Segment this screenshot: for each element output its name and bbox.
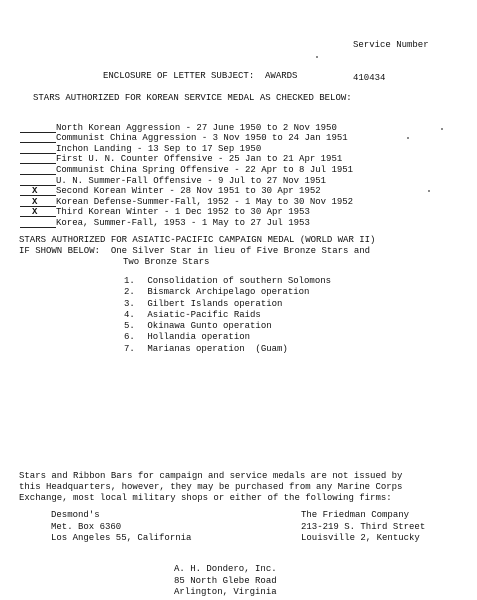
campaign-text: Third Korean Winter - 1 Dec 1952 to 30 Apr 1953 — [56, 207, 310, 218]
address-line: Los Angeles 55, California — [51, 533, 192, 543]
service-number-value: 410434 — [353, 73, 386, 83]
list-item: 4. Asiatic-Pacific Raids — [124, 309, 261, 320]
footer-note-line1: Stars and Ribbon Bars for campaign and service medals are not issued by — [19, 471, 403, 481]
checkbox-blank — [20, 155, 56, 166]
check-x-mark: X — [32, 207, 38, 218]
campaign-text: Second Korean Winter - 28 Nov 1951 to 30 Apr 1952 — [56, 186, 321, 197]
campaign-row — [20, 144, 470, 155]
list-item: 7. Marianas operation (Guam) — [124, 343, 288, 354]
address-line: 213-219 S. Third Street — [301, 521, 426, 532]
campaign-row — [20, 208, 470, 219]
asiatic-pacific-operation-list — [124, 276, 331, 355]
campaign-row — [20, 123, 470, 134]
checkbox-blank — [20, 134, 56, 145]
footer-note-line3: Exchange, most local military shops or either of the following firms: — [19, 493, 392, 503]
campaign-row — [20, 197, 470, 208]
service-number-block — [353, 18, 429, 95]
checkbox-blank — [20, 218, 56, 229]
address-line: Desmond's — [51, 510, 100, 520]
campaign-text: North Korean Aggression - 27 June 1950 to 2 Nov 1950 — [56, 122, 337, 133]
address-line: Met. Box 6360 — [51, 521, 122, 532]
scan-speck — [428, 190, 430, 192]
firm-address-desmonds — [51, 510, 191, 545]
campaign-text: Korea, Summer-Fall, 1953 - 1 May to 27 Jul 1953 — [56, 217, 310, 228]
korean-medal-heading: STARS AUTHORIZED FOR KOREAN SERVICE MEDAL AS CHECKED BELOW: — [33, 93, 352, 103]
footer-note-line2: this Headquarters, however, they may be purchased from any Marine Corps — [19, 482, 403, 492]
address-line: Arlington, Virginia — [174, 587, 277, 597]
checkbox-blank — [20, 176, 56, 187]
scan-speck — [316, 56, 318, 58]
campaign-row — [20, 134, 470, 145]
list-item: 5. Okinawa Gunto operation — [124, 321, 272, 332]
campaign-text: Communist China Aggression - 3 Nov 1950 to 24 Jan 1951 — [56, 133, 348, 144]
asiatic-pacific-heading-line3: Two Bronze Stars — [123, 257, 210, 267]
campaign-row — [20, 176, 470, 187]
campaign-row — [20, 155, 470, 166]
campaign-row — [20, 218, 470, 229]
firm-address-friedman — [301, 510, 425, 545]
address-line: 85 North Glebe Road — [174, 575, 277, 586]
list-item: 3. Gilbert Islands operation — [124, 298, 283, 309]
checkbox-blank — [20, 165, 56, 176]
checkbox-marked — [20, 187, 56, 198]
checkbox-marked — [20, 197, 56, 208]
campaign-text: Inchon Landing - 13 Sep to 17 Sep 1950 — [56, 143, 262, 154]
asiatic-pacific-heading-line2: IF SHOWN BELOW: One Silver Star in lieu of Five Bronze Stars and — [19, 246, 371, 256]
service-number-label: Service Number — [353, 40, 429, 50]
korean-campaign-list — [20, 123, 470, 229]
checkbox-blank — [20, 144, 56, 155]
scan-speck — [407, 137, 409, 139]
asiatic-pacific-heading: STARS AUTHORIZED FOR ASIATIC-PACIFIC CAMPAIGN MEDAL (WORLD WAR II) — [19, 235, 376, 245]
campaign-text: U. N. Summer-Fall Offensive - 9 Jul to 27 Nov 1951 — [56, 175, 327, 186]
list-item: 2. Bismarck Archipelago operation — [124, 287, 310, 298]
campaign-row — [20, 165, 470, 176]
list-item: 6. Hollandia operation — [124, 332, 251, 343]
address-line: Louisville 2, Kentucky — [301, 533, 420, 543]
checkbox-blank — [20, 123, 56, 134]
checkbox-marked — [20, 208, 56, 219]
campaign-text: Communist China Spring Offensive - 22 Apr to 8 Jul 1951 — [56, 164, 354, 175]
check-x-mark: X — [32, 196, 38, 207]
list-item: 1. Consolidation of southern Solomons — [124, 276, 332, 286]
address-line: The Friedman Company — [301, 510, 410, 520]
check-x-mark: X — [32, 186, 38, 197]
address-line: A. H. Dondero, Inc. — [174, 564, 277, 574]
firm-address-dondero — [174, 564, 277, 599]
scan-speck — [441, 128, 443, 130]
campaign-row — [20, 187, 470, 198]
document-title: ENCLOSURE OF LETTER SUBJECT: AWARDS — [103, 71, 298, 81]
campaign-text: First U. N. Counter Offensive - 25 Jan to 21 Apr 1951 — [56, 154, 343, 165]
campaign-text: Korean Defense-Summer-Fall, 1952 - 1 May to 30 Nov 1952 — [56, 196, 354, 207]
